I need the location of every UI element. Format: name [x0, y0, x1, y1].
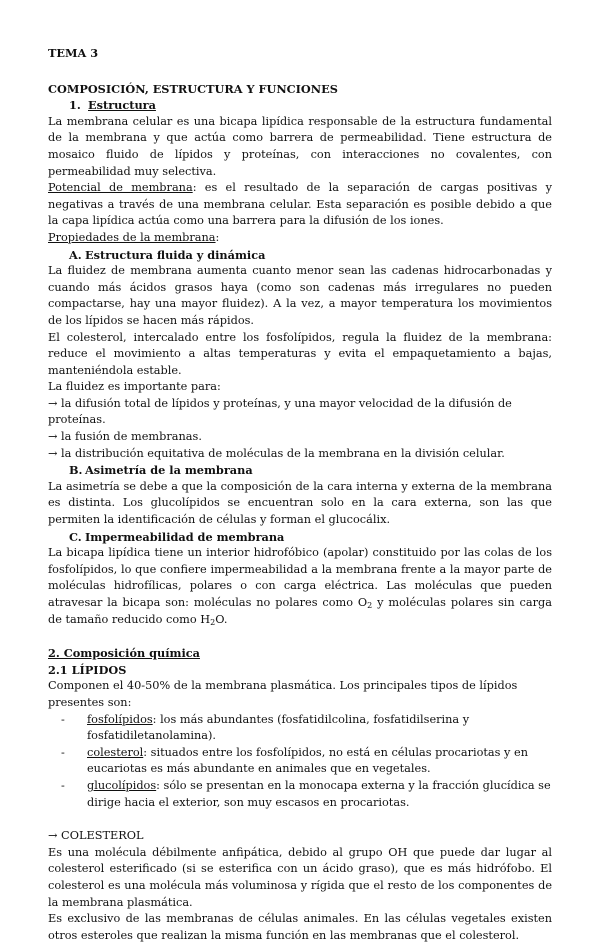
propiedades-term: Propiedades de la membrana — [48, 230, 216, 244]
list-item — [48, 712, 552, 745]
section-1-intro: La membrana celular es una bicapa lipídica responsable de la estructura fundamental de la membrana y que actúa como barrera de permeabilidad. Tiene estructura de mosaico fluido de lípidos y proteínas, con interacciones no covalentes, con permeabilidad muy selectiva. — [48, 114, 552, 178]
document-title: TEMA 3 — [48, 46, 99, 60]
section-1-label: Estructura — [88, 98, 156, 113]
list-item — [48, 778, 552, 811]
subsection-a-p1: La fluidez de membrana aumenta cuanto menor sean las cadenas hidrocarbonadas y cuando más ácidos grasos haya (como son cadenas más irregulares no pueden compactarse, hay una mayor fluidez). A la vez, a mayor temperatura los movimientos de los lípidos se hacen más rápidos. — [48, 264, 552, 327]
subsection-c-text-2: y moléculas polares sin carga de tamaño reducido como H — [48, 596, 552, 626]
list-dash: - — [61, 712, 65, 726]
list-item-term: colesterol — [87, 745, 144, 759]
subsection-a-p3: La fluidez es importante para: — [48, 380, 221, 394]
subsection-b-heading — [48, 462, 552, 479]
list-item — [48, 745, 552, 778]
arrow-item-2: → la fusión de membranas. — [48, 430, 202, 444]
subsection-b-letter: B. — [69, 463, 83, 478]
list-dash: - — [61, 745, 65, 759]
list-item-desc: : sólo se presentan en la monocapa externa y la fracción glucídica se dirige hacia el exterior, son muy escasos en procariotas. — [87, 778, 551, 809]
subsection-c-label: Impermeabilidad de membrana — [85, 529, 285, 544]
arrow-item-3: → la distribución equitativa de moléculas de la membrana en la división celular. — [48, 446, 505, 460]
section-1-number: 1. — [69, 98, 81, 113]
potencial-paragraph — [48, 180, 552, 230]
list-item-term: glucolípidos — [87, 778, 157, 792]
potencial-text: : es el resultado de la separación de cargas positivas y negativas a través de una membrana celular. Esta separación es posible debido a que la capa lipídica actúa como una barrera para la difusión de los iones. — [48, 181, 552, 228]
main-heading: COMPOSICIÓN, ESTRUCTURA Y FUNCIONES — [48, 81, 338, 96]
list-item-text — [87, 745, 552, 778]
subsection-a-p2: El colesterol, intercalado entre los fosfolípidos, regula la fluidez de la membrana: reduce el movimiento a altas temperaturas y evita el empaquetamiento a bajas, manteniéndola estable. — [48, 330, 552, 377]
subsection-b-p1: La asimetría se debe a que la composición de la cara interna y externa de la membrana es distinta. Los glucolípidos se encuentran solo en la cara externa, son las que permiten la identificación de células y forman el glucocálix. — [48, 479, 552, 527]
subsection-c-text-1: La bicapa lipídica tiene un interior hidrofóbico (apolar) constituido por las colas de los fosfolípidos, lo que confiere impermeabilidad a la membrana frente a la mayor parte de moléculas hidrofílicas, polares o con carga eléctrica. Las moléculas que pueden atravesar la bicapa son: moléculas no polares como O — [48, 546, 552, 609]
list-item-text — [87, 778, 552, 811]
section-1-heading — [48, 97, 552, 114]
subsection-b-label: Asimetría de la membrana — [85, 463, 253, 478]
colesterol-p1: Es una molécula débilmente anfipática, debido al grupo OH que puede dar lugar al colesterol esterificado (si se esterifica con un ácido graso), que es más hidrófobo. El colesterol es una molécula más voluminosa y rígida que el resto de los componentes de la membrana plasmática. — [48, 845, 552, 909]
spacer — [48, 811, 552, 828]
section-2-1-heading: 2.1 LÍPIDOS — [48, 662, 127, 677]
section-2-heading: 2. Composición química — [48, 646, 200, 661]
propiedades-line — [48, 230, 552, 247]
document-page — [48, 45, 552, 944]
arrow-item-1: → la difusión total de lípidos y proteínas, y una mayor velocidad de la difusión de proteínas. — [48, 396, 512, 427]
list-item-desc: : los más abundantes (fosfatidilcolina, fosfatidilserina y fosfatidiletanolamina). — [87, 712, 470, 743]
o2-subscript: 2 — [367, 601, 373, 610]
subsection-a-label: Estructura fluida y dinámica — [85, 247, 266, 262]
list-dash: - — [61, 778, 65, 792]
subsection-a-heading — [48, 247, 552, 264]
subsection-c-text-3: O. — [215, 612, 228, 626]
section-2-intro: Componen el 40-50% de la membrana plasmática. Los principales tipos de lípidos presentes son: — [48, 679, 518, 709]
list-item-term: fosfolípidos — [87, 712, 153, 726]
subsection-c-letter: C. — [69, 529, 82, 544]
colesterol-heading: → COLESTEROL — [48, 829, 144, 843]
subsection-c-p1 — [48, 545, 552, 628]
subsection-a-letter: A. — [69, 247, 82, 262]
list-item-desc: : situados entre los fosfolípidos, no está en células procariotas y en eucariotas es más abundante en animales que en vegetales. — [87, 745, 528, 776]
h2o-subscript: 2 — [210, 617, 216, 627]
colesterol-p2: Es exclusivo de las membranas de células animales. En las células vegetales existen otros esteroles que realizan la misma función en las membranas que el colesterol. — [48, 912, 552, 942]
spacer — [48, 628, 552, 645]
propiedades-colon: : — [215, 230, 220, 244]
subsection-c-heading — [48, 529, 552, 546]
potencial-term: Potencial de membrana — [48, 181, 193, 195]
list-item-text — [87, 712, 552, 745]
